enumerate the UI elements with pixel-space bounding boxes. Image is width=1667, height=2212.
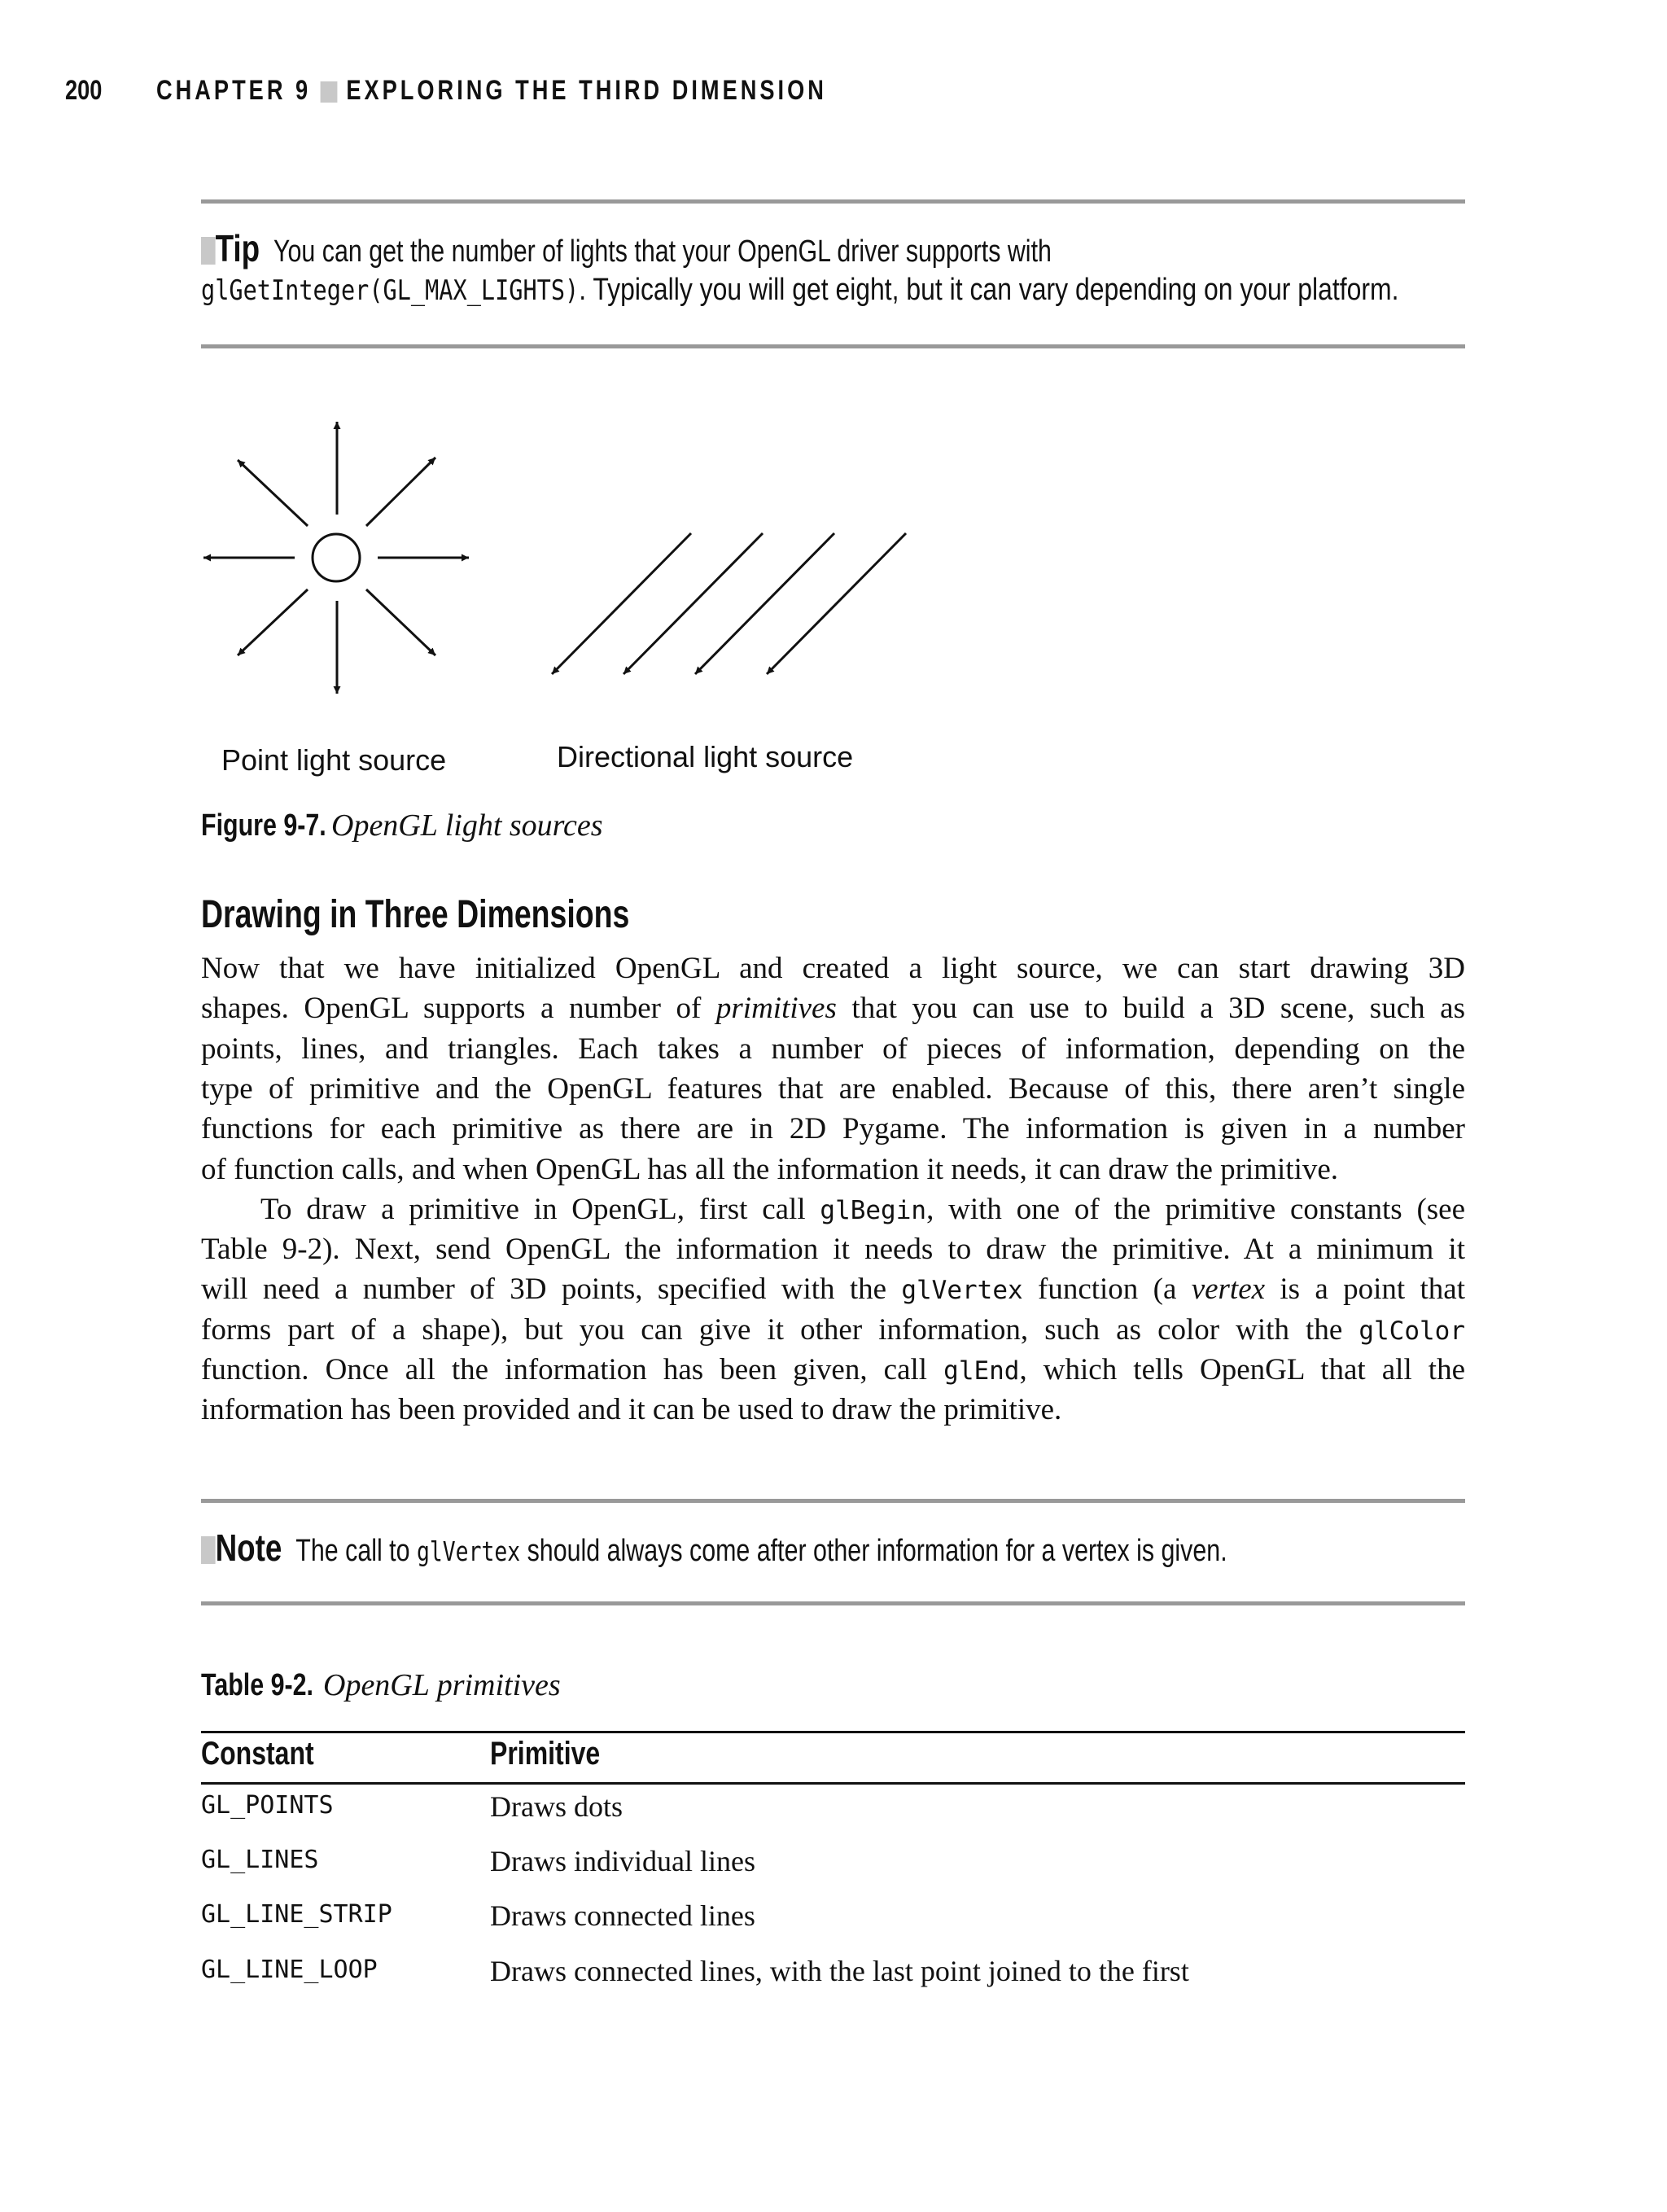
inline-code: glEnd bbox=[943, 1356, 1020, 1386]
figure-caption-text: OpenGL light sources bbox=[331, 808, 603, 843]
text-run: functions for each primitive as there are in 2D Pygame. The information is given in a number bbox=[201, 1112, 1465, 1146]
text-run: function. Once all the information has been given, call bbox=[201, 1353, 944, 1386]
ray-arrow bbox=[366, 589, 435, 655]
text-run: that you can use to build a 3D scene, such as bbox=[836, 992, 1465, 1026]
section-heading: Drawing in Three Dimensions bbox=[201, 893, 630, 936]
column-header-primitive: Primitive bbox=[490, 1736, 601, 1772]
primitive-cell: Draws individual lines bbox=[490, 1845, 755, 1877]
inline-code: glBegin bbox=[820, 1195, 927, 1225]
emphasis-text: vertex bbox=[1191, 1272, 1266, 1307]
note-top-rule bbox=[201, 1499, 1465, 1503]
text-run: information has been provided and it can be used to draw the primitive. bbox=[201, 1393, 1062, 1427]
table-top-rule bbox=[201, 1731, 1465, 1733]
ray-arrow bbox=[366, 458, 435, 526]
point-light-label: Point light source bbox=[221, 743, 447, 777]
figure-caption bbox=[201, 808, 603, 843]
text-run: , with one of the primitive constants (see bbox=[926, 1192, 1466, 1226]
note-label: Note bbox=[215, 1526, 282, 1569]
paragraph-line bbox=[201, 1152, 1465, 1187]
column-header-constant: Constant bbox=[201, 1736, 314, 1772]
note-marker-icon bbox=[201, 1536, 216, 1564]
primitive-cell: Draws connected lines, with the last point joined to the first bbox=[490, 1955, 1189, 1987]
constant-cell: GL_POINTS bbox=[201, 1791, 334, 1820]
tip-code: glGetInteger(GL_MAX_LIGHTS) bbox=[201, 274, 580, 307]
directional-light-label: Directional light source bbox=[557, 740, 854, 773]
table-caption bbox=[201, 1667, 561, 1703]
text-run: is a point that bbox=[1265, 1272, 1465, 1307]
parallel-ray-arrow bbox=[552, 533, 691, 674]
paragraph-line bbox=[201, 1272, 1465, 1307]
inline-code: glVertex bbox=[901, 1276, 1023, 1306]
note-text-post: should always come after other information for a vertex is given. bbox=[520, 1534, 1227, 1568]
emphasis-text: primitives bbox=[715, 992, 837, 1026]
point-light-diagram bbox=[203, 422, 469, 694]
text-run: function (a bbox=[1022, 1272, 1192, 1307]
chapter-title: EXPLORING THE THIRD DIMENSION bbox=[346, 75, 827, 106]
paragraph-line bbox=[201, 1032, 1465, 1067]
paragraph-line bbox=[201, 1071, 1465, 1106]
table-caption-text: OpenGL primitives bbox=[323, 1668, 561, 1702]
ray-arrow bbox=[238, 460, 308, 526]
note-line bbox=[201, 1526, 1227, 1570]
paragraph-line bbox=[201, 1111, 1465, 1146]
inline-code: glColor bbox=[1359, 1316, 1465, 1346]
note-bottom-rule bbox=[201, 1601, 1465, 1605]
paragraph-line bbox=[201, 1192, 1465, 1227]
text-run: , which tells OpenGL that all the bbox=[1019, 1353, 1465, 1386]
directional-light-diagram bbox=[552, 533, 906, 674]
ray-arrow bbox=[238, 589, 308, 655]
text-run: shapes. OpenGL supports a number of bbox=[201, 992, 716, 1026]
constant-cell: GL_LINE_LOOP bbox=[201, 1956, 378, 1984]
paragraph-line bbox=[201, 1312, 1465, 1347]
tip-label: Tip bbox=[215, 227, 260, 269]
note-text-pre: The call to bbox=[295, 1534, 417, 1568]
table-header-rule bbox=[201, 1782, 1465, 1785]
text-run: Now that we have initialized OpenGL and created a light source, we can start drawing 3D bbox=[201, 952, 1465, 985]
constant-cell: GL_LINE_STRIP bbox=[201, 1900, 392, 1929]
text-run: of function calls, and when OpenGL has all the information it needs, it can draw the primitive. bbox=[201, 1152, 1339, 1186]
tip-text-2: . Typically you will get eight, but it can vary depending on your platform. bbox=[579, 273, 1399, 307]
light-source-circle bbox=[313, 534, 360, 581]
text-run: forms part of a shape), but you can give it other information, such as color with the bbox=[201, 1312, 1359, 1347]
text-run: will need a number of 3D points, specified with the bbox=[201, 1272, 902, 1307]
paragraph-line bbox=[201, 991, 1465, 1026]
tip-text-1: You can get the number of lights that your OpenGL driver supports with bbox=[273, 234, 1052, 269]
text-run: Table 9-2). Next, send OpenGL the information it needs to draw the primitive. At a minimum it bbox=[201, 1233, 1465, 1267]
primitive-cell: Draws connected lines bbox=[490, 1899, 755, 1932]
parallel-ray-arrow bbox=[695, 533, 834, 674]
parallel-ray-arrow bbox=[767, 533, 906, 674]
constant-cell: GL_LINES bbox=[201, 1846, 319, 1874]
figure-number: Figure 9-7. bbox=[201, 808, 326, 843]
paragraph-line bbox=[201, 1232, 1465, 1267]
text-run: To draw a primitive in OpenGL, first call bbox=[260, 1192, 820, 1226]
paragraph-line bbox=[201, 951, 1465, 986]
text-run: type of primitive and the OpenGL features that are enabled. Because of this, there aren’t single bbox=[201, 1071, 1465, 1106]
table-number: Table 9-2. bbox=[201, 1668, 313, 1702]
page-number: 200 bbox=[65, 75, 103, 106]
primitive-cell: Draws dots bbox=[490, 1790, 623, 1823]
chapter-label: CHAPTER 9 bbox=[156, 75, 312, 106]
paragraph-line bbox=[201, 1392, 1465, 1427]
note-code: glVertex bbox=[416, 1535, 521, 1567]
paragraph-line bbox=[201, 1352, 1465, 1387]
text-run: points, lines, and triangles. Each takes a number of pieces of information, depending on the bbox=[201, 1032, 1465, 1066]
parallel-ray-arrow bbox=[623, 533, 763, 674]
light-sources-figure bbox=[0, 0, 1667, 814]
